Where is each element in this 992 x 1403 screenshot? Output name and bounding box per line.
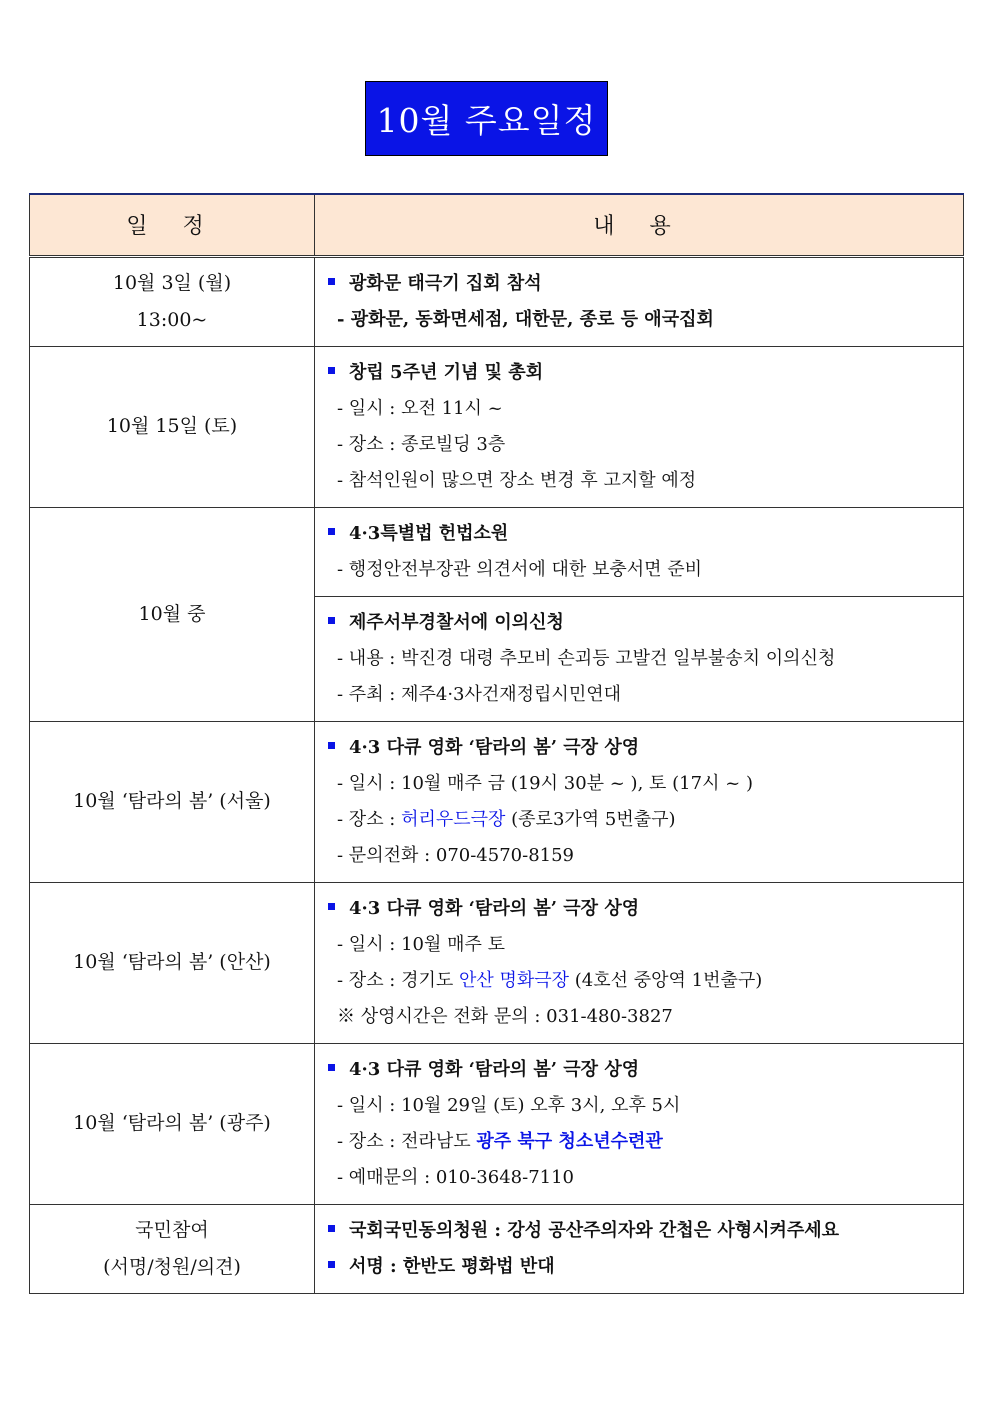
- event-heading: 4·3 다큐 영화 ‘탐라의 봄’ 극장 상영: [328, 891, 963, 927]
- content-cell: [315, 721, 964, 882]
- event-detail: - 일시 : 10월 매주 토: [337, 933, 505, 955]
- content-cell: [315, 882, 964, 1043]
- blue-square-bullet-icon: [328, 367, 335, 374]
- page-title-box: [365, 81, 608, 156]
- event-detail: - 문의전화 : 070-4570-8159: [337, 844, 575, 866]
- blue-square-bullet-icon: [328, 528, 335, 535]
- date-cell: [30, 1204, 315, 1293]
- event-detail: - 광화문, 동화면세점, 대한문, 종로 등 애국집회: [337, 308, 714, 330]
- blue-square-bullet-icon: [328, 617, 335, 624]
- event-detail: - 일시 : 10월 29일 (토) 오후 3시, 오후 5시: [337, 1094, 681, 1116]
- event-detail: - 장소 : 전라남도 광주 북구 청소년수련관: [337, 1130, 663, 1152]
- event-heading: 광화문 태극기 집회 참석: [328, 266, 963, 302]
- event-detail: - 장소 : 종로빌딩 3층: [337, 433, 506, 455]
- blue-square-bullet-icon: [328, 1225, 335, 1232]
- date-text: 10월 중: [138, 602, 206, 625]
- event-detail: - 장소 : 허리우드극장 (종로3가역 5번출구): [337, 808, 676, 830]
- event-detail: - 예매문의 : 010-3648-7110: [337, 1166, 575, 1188]
- blue-square-bullet-icon: [328, 278, 335, 285]
- event-detail: - 내용 : 박진경 대령 추모비 손괴등 고발건 일부불송치 이의신청: [337, 647, 836, 669]
- content-cell: [315, 256, 964, 346]
- date-cell: [30, 507, 315, 721]
- event-heading: 4·3 다큐 영화 ‘탐라의 봄’ 극장 상영: [328, 1052, 963, 1088]
- date-text: 10월 ‘탐라의 봄’ (안산): [73, 951, 271, 973]
- header-date: 일 정: [30, 194, 315, 256]
- date-cell: [30, 1043, 315, 1204]
- venue-highlight: 광주 북구 청소년수련관: [476, 1130, 663, 1152]
- event-heading: 4·3 다큐 영화 ‘탐라의 봄’ 극장 상영: [328, 730, 963, 766]
- participation-item: 국회국민동의청원 : 강성 공산주의자와 간첩은 사형시켜주세요: [328, 1213, 963, 1249]
- event-heading: 제주서부경찰서에 이의신청: [328, 605, 963, 641]
- date-text: 10월 ‘탐라의 봄’ (서울): [73, 790, 271, 812]
- date-text: 10월 15일 (토): [106, 415, 238, 437]
- schedule-table: [29, 193, 964, 1294]
- blue-square-bullet-icon: [328, 1064, 335, 1071]
- date-text: 국민참여: [135, 1218, 209, 1241]
- table-row: [30, 882, 964, 1043]
- content-cell: [315, 596, 964, 721]
- table-row: [30, 507, 964, 596]
- content-cell: [315, 346, 964, 507]
- date-cell: [30, 256, 315, 346]
- venue-highlight: 안산 명화극장: [458, 969, 570, 991]
- page-title: 10월 주요일정: [376, 101, 597, 140]
- date-subtext: (서명/청원/의견): [103, 1255, 241, 1278]
- blue-square-bullet-icon: [328, 1261, 335, 1268]
- date-text: 10월 ‘탐라의 봄’ (광주): [73, 1112, 271, 1134]
- table-row: [30, 256, 964, 346]
- time-text: 13:00~: [136, 308, 208, 331]
- content-cell: [315, 507, 964, 596]
- blue-square-bullet-icon: [328, 742, 335, 749]
- event-detail: - 행정안전부장관 의견서에 대한 보충서면 준비: [337, 558, 703, 580]
- venue-highlight: 허리우드극장: [401, 808, 506, 830]
- content-cell: [315, 1043, 964, 1204]
- event-detail: - 일시 : 오전 11시 ~: [337, 397, 503, 419]
- blue-square-bullet-icon: [328, 903, 335, 910]
- event-heading: 창립 5주년 기념 및 총회: [328, 355, 963, 391]
- table-row: [30, 1043, 964, 1204]
- date-cell: [30, 721, 315, 882]
- event-heading: 4·3특별법 헌법소원: [328, 516, 963, 552]
- date-text: 10월 3일 (월): [112, 271, 232, 294]
- header-content: 내 용: [315, 194, 964, 256]
- event-detail: - 일시 : 10월 매주 금 (19시 30분 ~ ), 토 (17시 ~ ): [337, 772, 753, 794]
- table-row: [30, 1204, 964, 1293]
- date-cell: [30, 882, 315, 1043]
- event-note: ※ 상영시간은 전화 문의 : 031-480-3827: [337, 1005, 673, 1027]
- event-detail: - 주최 : 제주4·3사건재정립시민연대: [337, 683, 621, 705]
- content-cell: [315, 1204, 964, 1293]
- table-row: [30, 721, 964, 882]
- table-header-row: [30, 194, 964, 256]
- event-detail: - 참석인원이 많으면 장소 변경 후 고지할 예정: [337, 469, 697, 491]
- participation-item: 서명 : 한반도 평화법 반대: [328, 1249, 963, 1285]
- event-detail: - 장소 : 경기도 안산 명화극장 (4호선 중앙역 1번출구): [337, 969, 763, 991]
- table-row: [30, 346, 964, 507]
- date-cell: [30, 346, 315, 507]
